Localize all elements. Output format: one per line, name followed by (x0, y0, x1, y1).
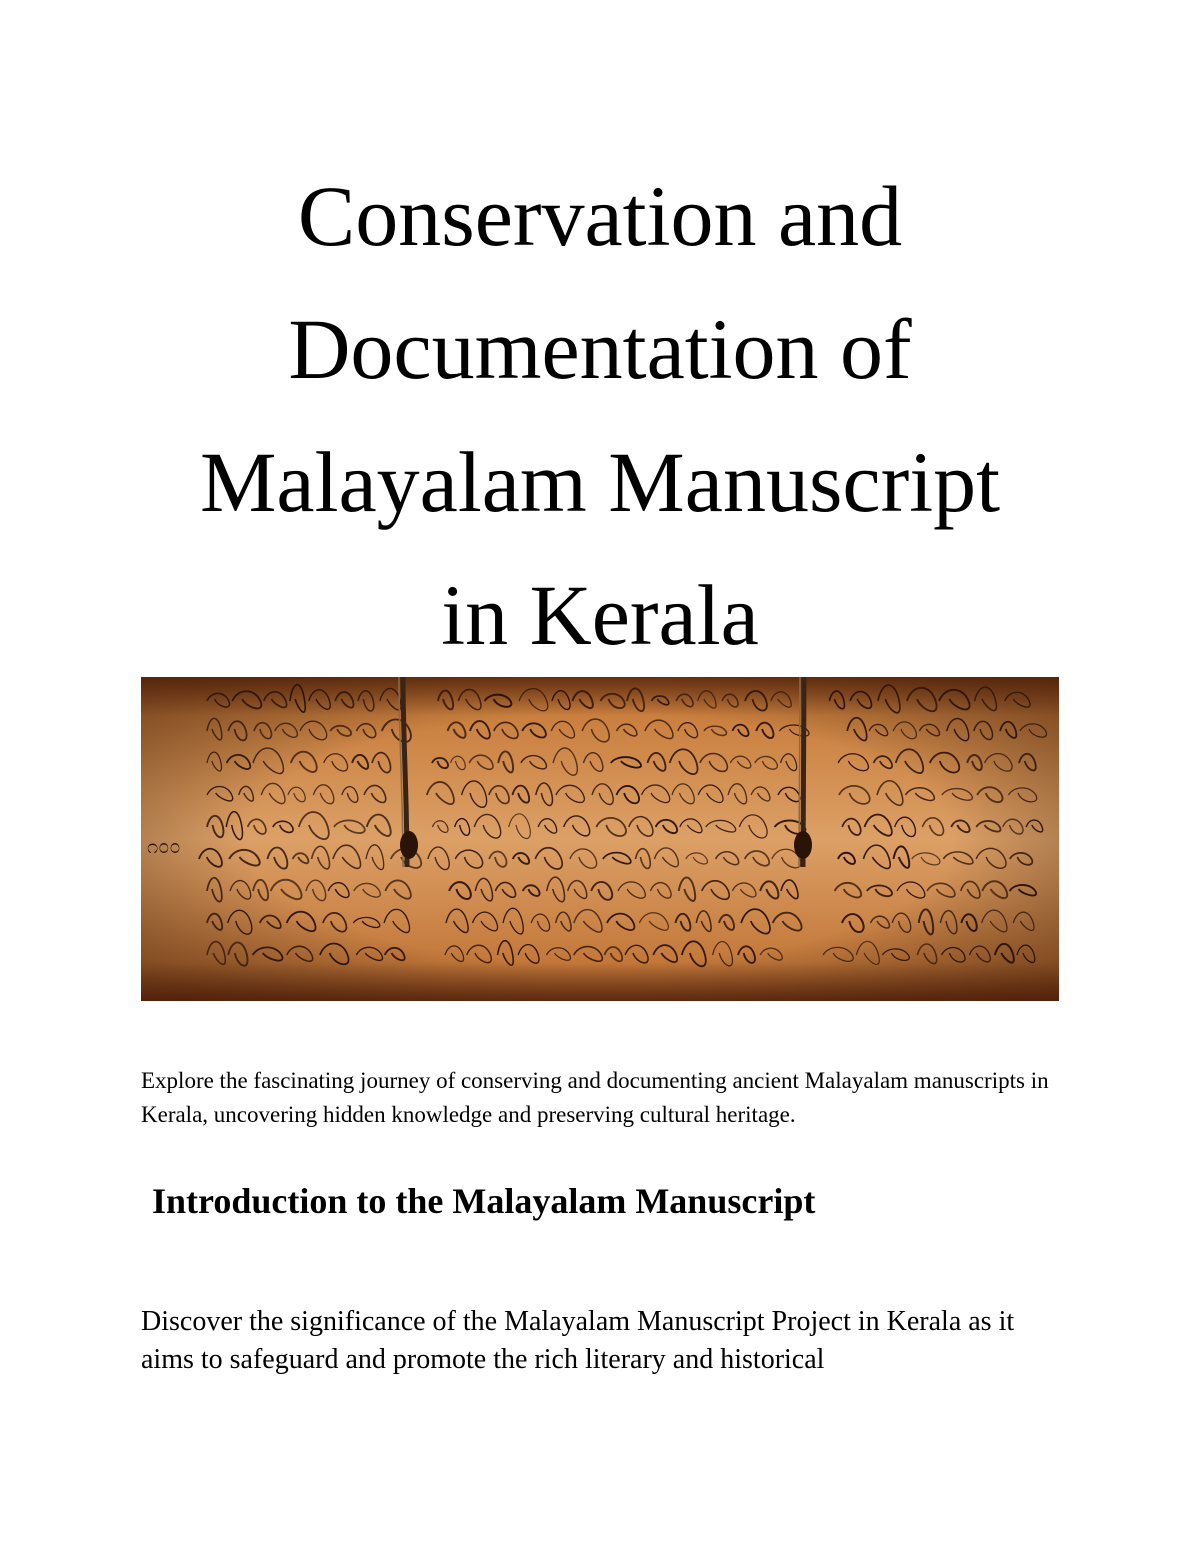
body-paragraph: Discover the significance of the Malayalam Manuscript Project in Kerala as it aims to safeguard and promote the rich literary and historical (141, 1306, 1015, 1375)
title-line-2: Documentation of (288, 301, 912, 397)
leaf-number: ೧೦೦ (147, 834, 181, 858)
palm-leaf-illustration (141, 677, 1059, 1001)
title-line-1: Conservation and (297, 168, 903, 264)
section-heading: Introduction to the Malayalam Manuscript (152, 1181, 816, 1221)
intro-paragraph: Explore the fascinating journey of conserving and documenting ancient Malayalam manuscripts in Kerala, uncovering hidden knowledge and preserving cultural heritage. (141, 1068, 1049, 1127)
title-line-4: in Kerala (441, 567, 759, 663)
page-title (0, 150, 1200, 682)
title-line-3: Malayalam Manuscript (199, 434, 1001, 530)
palm-leaf-manuscript-image (141, 677, 1059, 1001)
